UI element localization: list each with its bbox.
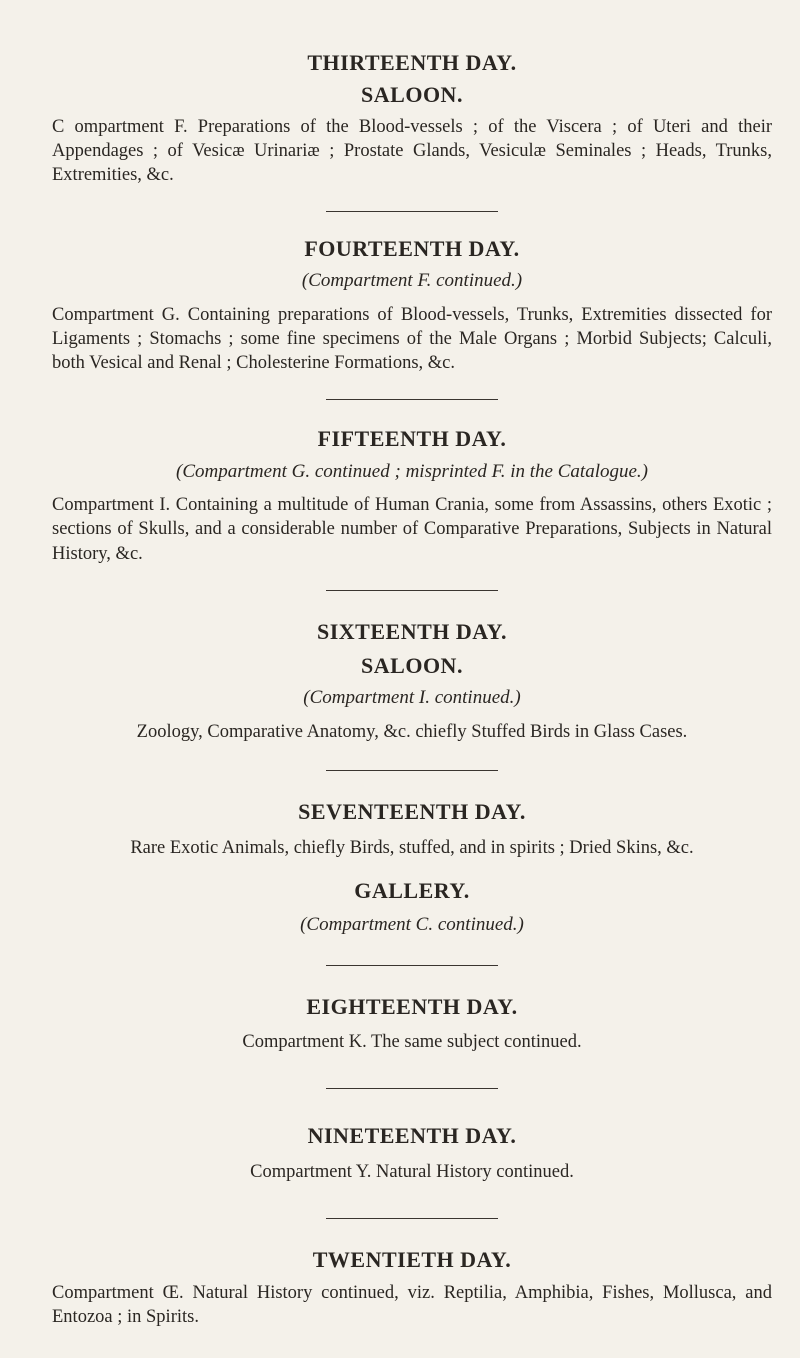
section-heading: SIXTEENTH DAY. (316, 618, 507, 644)
section-heading: THIRTEENTH DAY. (307, 50, 517, 75)
section-location: GALLERY. (354, 877, 470, 903)
section-location: SALOON. (361, 652, 463, 678)
section-heading: NINETEENTH DAY. (307, 1123, 517, 1149)
section-nineteenth-day (52, 1123, 772, 1183)
section-divider (326, 1088, 498, 1089)
section-eighteenth-day (52, 994, 772, 1054)
section-twentieth-day (52, 1247, 772, 1329)
section-heading: EIGHTEENTH DAY. (306, 993, 518, 1019)
section-note: (Compartment C. continued.) (300, 914, 524, 936)
section-divider (326, 770, 498, 771)
document-page (52, 50, 772, 1329)
section-note: (Compartment F. continued.) (301, 270, 523, 292)
section-text: Compartment Œ. Natural History continued, viz. Reptilia, Amphibia, Fishes, Mollusca, and Entozoa ; in Spirits. (52, 1283, 772, 1328)
section-text: C ompartment F. Preparations of the Blood-vessels ; of the Viscera ; of Uteri and their Appendages ; of Vesicæ Urinariæ ; Prostate Glands, Vesiculæ Seminales ; Heads, Trunks, Extremities, &c. (52, 116, 772, 185)
section-note: (Compartment G. continued ; misprinted F. in the Catalogue.) (176, 460, 648, 482)
section-text: Compartment Y. Natural History continued. (250, 1161, 574, 1182)
section-divider (326, 399, 498, 400)
section-text: Zoology, Comparative Anatomy, &c. chiefly Stuffed Birds in Glass Cases. (136, 722, 688, 743)
section-heading: FIFTEENTH DAY. (317, 426, 507, 452)
section-heading: SEVENTEENTH DAY. (298, 799, 526, 825)
section-note: (Compartment I. continued.) (303, 687, 521, 709)
section-divider (326, 965, 498, 966)
section-text: Compartment K. The same subject continued. (242, 1032, 582, 1053)
section-text: Compartment I. Containing a multitude of Human Crania, some from Assassins, others Exotic ; sections of Skulls, and a considerable number of Comparative Preparations, Subjects in Natural History, &c. (52, 495, 772, 564)
section-location: SALOON. (361, 82, 463, 108)
section-sixteenth-day (52, 619, 772, 745)
section-divider (326, 211, 498, 212)
section-heading: FOURTEENTH DAY. (304, 235, 520, 261)
section-seventeenth-day (52, 799, 772, 937)
section-thirteenth-day (52, 50, 772, 187)
section-divider (326, 1218, 498, 1219)
section-heading: TWENTIETH DAY. (312, 1246, 512, 1272)
section-fifteenth-day (52, 426, 772, 565)
section-divider (326, 590, 498, 591)
section-text: Rare Exotic Animals, chiefly Birds, stuffed, and in spirits ; Dried Skins, &c. (130, 837, 694, 858)
section-fourteenth-day (52, 236, 772, 375)
section-text: Compartment G. Containing preparations of Blood-vessels, Trunks, Extremities dissected for Ligaments ; Stomachs ; some fine specimens of the Male Organs ; Morbid Subjects; Calculi, both Vesical and Renal ; Cholesterine Formations, &c. (52, 305, 772, 374)
